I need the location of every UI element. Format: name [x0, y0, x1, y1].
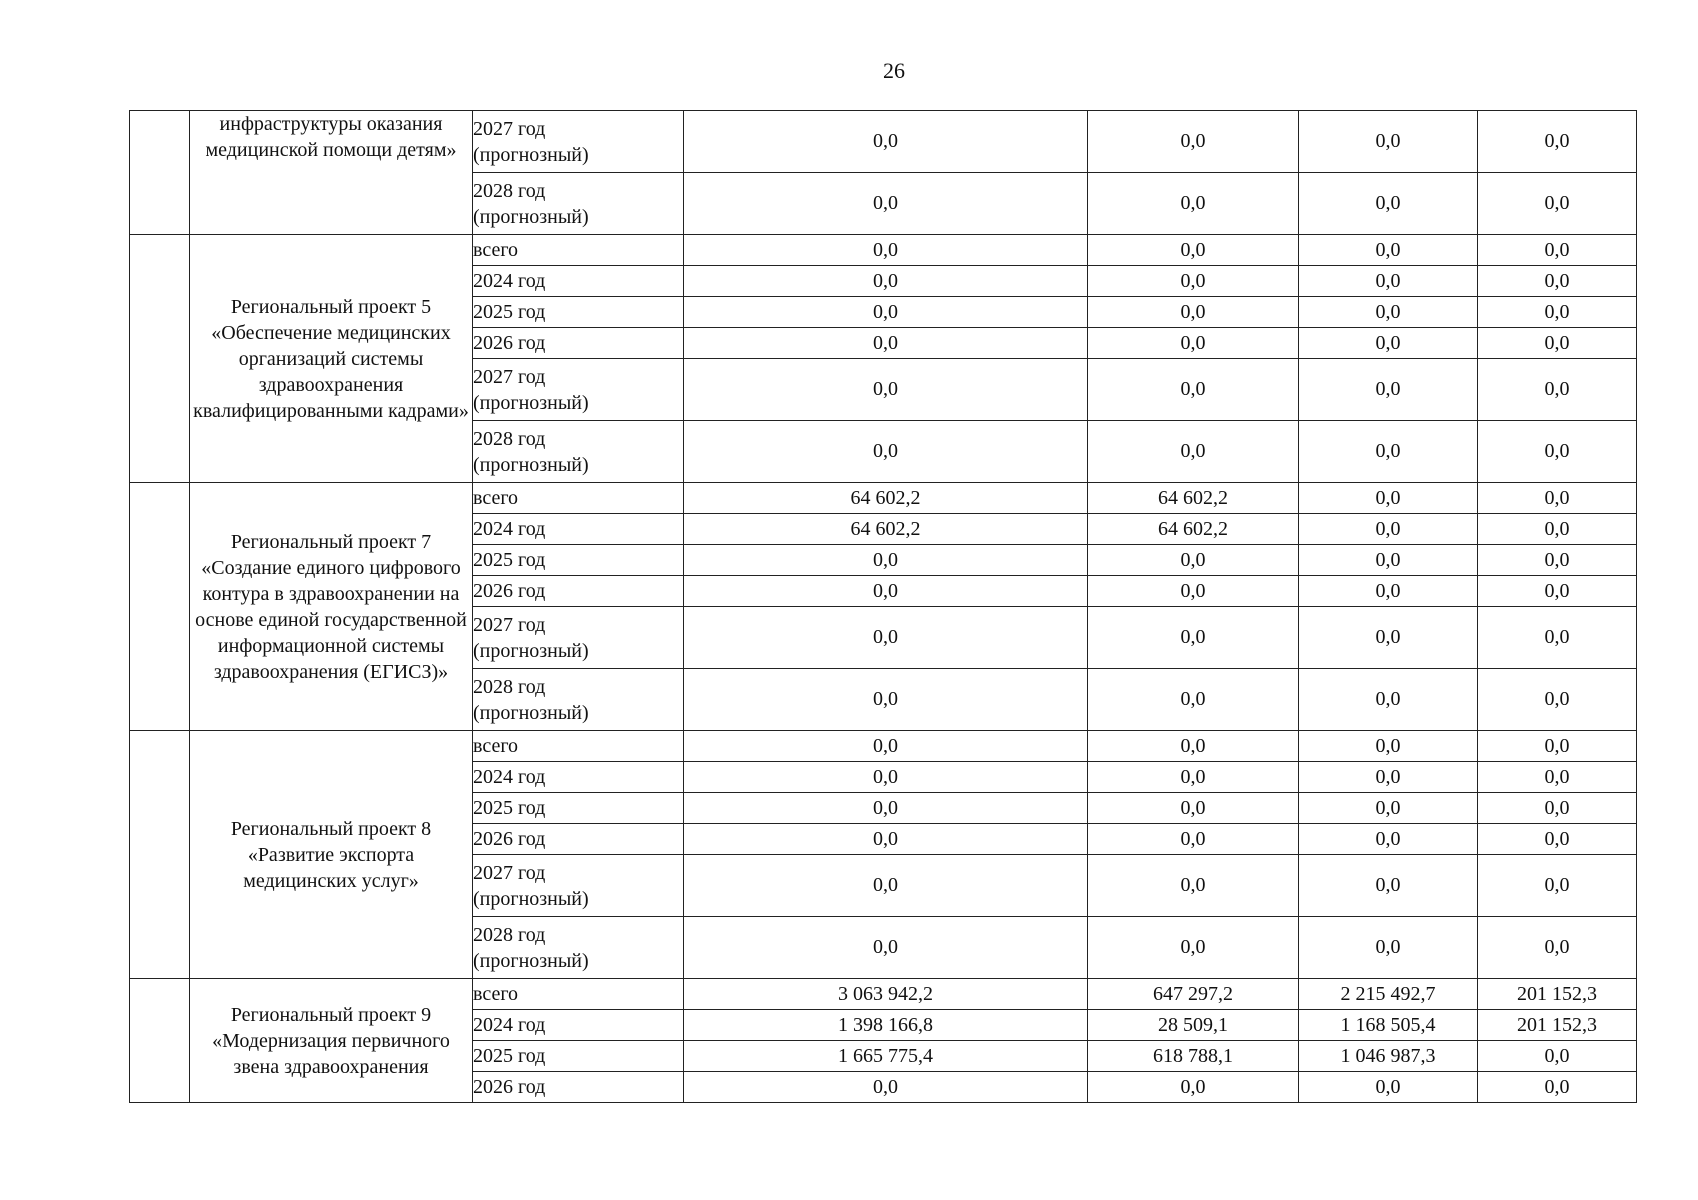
period-label: 2024 год — [473, 766, 546, 788]
period-label: 2025 год — [473, 797, 546, 819]
period-label: 2028 год — [473, 675, 546, 698]
period-label: 2027 год — [473, 117, 546, 140]
amount-cell: 1 398 166,8 — [684, 1010, 1088, 1041]
period-cell — [473, 173, 684, 235]
amount-cell: 0,0 — [1088, 607, 1299, 669]
period-cell — [473, 545, 684, 576]
period-cell — [473, 421, 684, 483]
amount-cell: 201 152,3 — [1478, 1010, 1637, 1041]
amount-cell: 0,0 — [1299, 235, 1478, 266]
amount-cell: 0,0 — [684, 266, 1088, 297]
row-number-cell — [130, 235, 190, 483]
amount-cell: 0,0 — [1478, 1041, 1637, 1072]
amount-cell: 0,0 — [1478, 762, 1637, 793]
period-label: 2028 год — [473, 923, 546, 946]
amount-cell: 0,0 — [1088, 762, 1299, 793]
period-label: 2024 год — [473, 1014, 546, 1036]
row-number-cell — [130, 483, 190, 731]
page-number: 26 — [883, 58, 905, 83]
amount-cell: 0,0 — [1299, 266, 1478, 297]
amount-cell: 0,0 — [1478, 359, 1637, 421]
period-cell — [473, 266, 684, 297]
amount-cell: 0,0 — [1478, 669, 1637, 731]
period-label: 2028 год — [473, 179, 546, 202]
amount-cell: 0,0 — [1478, 266, 1637, 297]
period-cell — [473, 607, 684, 669]
period-cell — [473, 1010, 684, 1041]
amount-cell: 618 788,1 — [1088, 1041, 1299, 1072]
amount-cell: 0,0 — [684, 173, 1088, 235]
period-cell — [473, 514, 684, 545]
amount-cell: 0,0 — [684, 855, 1088, 917]
amount-cell: 0,0 — [1478, 576, 1637, 607]
period-label: 2027 год — [473, 861, 546, 884]
amount-cell: 0,0 — [1478, 607, 1637, 669]
amount-cell: 0,0 — [1299, 824, 1478, 855]
amount-cell: 1 168 505,4 — [1299, 1010, 1478, 1041]
amount-cell: 0,0 — [684, 359, 1088, 421]
amount-cell: 0,0 — [1478, 545, 1637, 576]
period-label: (прогнозный) — [473, 453, 589, 476]
period-cell — [473, 979, 684, 1010]
period-label: (прогнозный) — [473, 639, 589, 662]
period-cell — [473, 111, 684, 173]
amount-cell: 0,0 — [1299, 359, 1478, 421]
amount-cell: 3 063 942,2 — [684, 979, 1088, 1010]
period-label: всего — [473, 735, 519, 757]
period-cell — [473, 328, 684, 359]
amount-cell: 64 602,2 — [1088, 514, 1299, 545]
period-cell — [473, 1041, 684, 1072]
row-number-cell — [130, 111, 190, 235]
amount-cell: 201 152,3 — [1478, 979, 1637, 1010]
period-cell — [473, 669, 684, 731]
amount-cell: 0,0 — [1478, 793, 1637, 824]
amount-cell: 0,0 — [1088, 917, 1299, 979]
period-label: (прогнозный) — [473, 143, 589, 166]
amount-cell: 0,0 — [1088, 824, 1299, 855]
amount-cell: 0,0 — [1478, 1072, 1637, 1103]
amount-cell: 0,0 — [1478, 855, 1637, 917]
amount-cell: 0,0 — [1299, 855, 1478, 917]
amount-cell: 0,0 — [1299, 545, 1478, 576]
period-label: (прогнозный) — [473, 949, 589, 972]
amount-cell: 0,0 — [1088, 421, 1299, 483]
table-row — [130, 979, 1637, 1010]
amount-cell: 0,0 — [1088, 297, 1299, 328]
period-label: 2027 год — [473, 613, 546, 636]
table-row — [130, 483, 1637, 514]
table-row — [130, 111, 1637, 173]
amount-cell: 0,0 — [1299, 421, 1478, 483]
amount-cell: 0,0 — [1299, 607, 1478, 669]
period-cell — [473, 359, 684, 421]
budget-table-body — [130, 111, 1637, 1103]
amount-cell: 0,0 — [1088, 545, 1299, 576]
amount-cell: 0,0 — [1478, 917, 1637, 979]
amount-cell: 0,0 — [1299, 514, 1478, 545]
amount-cell: 0,0 — [1088, 669, 1299, 731]
period-label: (прогнозный) — [473, 887, 589, 910]
period-cell — [473, 855, 684, 917]
amount-cell: 0,0 — [684, 607, 1088, 669]
amount-cell: 647 297,2 — [1088, 979, 1299, 1010]
amount-cell: 0,0 — [1088, 576, 1299, 607]
amount-cell: 0,0 — [1478, 328, 1637, 359]
amount-cell: 0,0 — [1299, 173, 1478, 235]
amount-cell: 0,0 — [1088, 111, 1299, 173]
amount-cell: 0,0 — [1299, 576, 1478, 607]
period-label: всего — [473, 239, 519, 261]
amount-cell: 0,0 — [1299, 793, 1478, 824]
amount-cell: 2 215 492,7 — [1299, 979, 1478, 1010]
period-cell — [473, 762, 684, 793]
project-name-cell: Региональный проект 7 «Создание единого цифрового контура в здравоохранении на основе единой государственной информационной системы здравоохранения (ЕГИСЗ)» — [190, 483, 473, 731]
period-label: 2024 год — [473, 270, 546, 292]
project-name-cell: Региональный проект 8 «Развитие экспорта медицинских услуг» — [190, 731, 473, 979]
amount-cell: 0,0 — [1299, 297, 1478, 328]
amount-cell: 0,0 — [684, 1072, 1088, 1103]
project-name-cell: Региональный проект 9 «Модернизация первичного звена здравоохранения — [190, 979, 473, 1103]
period-cell — [473, 235, 684, 266]
period-label: 2025 год — [473, 301, 546, 323]
amount-cell: 0,0 — [684, 111, 1088, 173]
amount-cell: 0,0 — [1088, 855, 1299, 917]
period-label: 2026 год — [473, 828, 546, 850]
amount-cell: 0,0 — [1299, 731, 1478, 762]
amount-cell: 0,0 — [1478, 421, 1637, 483]
period-label: (прогнозный) — [473, 205, 589, 228]
amount-cell: 0,0 — [1088, 359, 1299, 421]
amount-cell: 0,0 — [684, 793, 1088, 824]
row-number-cell — [130, 979, 190, 1103]
period-label: 2026 год — [473, 1076, 546, 1098]
amount-cell: 0,0 — [1299, 328, 1478, 359]
amount-cell: 0,0 — [1478, 297, 1637, 328]
amount-cell: 64 602,2 — [684, 483, 1088, 514]
period-cell — [473, 917, 684, 979]
row-number-cell — [130, 731, 190, 979]
project-name-cell: Региональный проект 5 «Обеспечение медицинских организаций системы здравоохранения квалифицированными кадрами» — [190, 235, 473, 483]
amount-cell: 0,0 — [1088, 266, 1299, 297]
period-cell — [473, 297, 684, 328]
amount-cell: 0,0 — [1088, 235, 1299, 266]
amount-cell: 0,0 — [684, 824, 1088, 855]
period-label: 2025 год — [473, 549, 546, 571]
amount-cell: 28 509,1 — [1088, 1010, 1299, 1041]
amount-cell: 0,0 — [684, 297, 1088, 328]
period-label: всего — [473, 487, 519, 509]
amount-cell: 0,0 — [684, 545, 1088, 576]
amount-cell: 0,0 — [1299, 669, 1478, 731]
period-label: 2024 год — [473, 518, 546, 540]
amount-cell: 0,0 — [1478, 731, 1637, 762]
period-cell — [473, 576, 684, 607]
amount-cell: 0,0 — [1299, 762, 1478, 793]
amount-cell: 1 046 987,3 — [1299, 1041, 1478, 1072]
amount-cell: 0,0 — [684, 917, 1088, 979]
period-cell — [473, 1072, 684, 1103]
amount-cell: 0,0 — [1478, 824, 1637, 855]
project-name-cell: инфраструктуры оказания медицинской помощи детям» — [190, 111, 473, 235]
period-cell — [473, 793, 684, 824]
amount-cell: 0,0 — [1088, 173, 1299, 235]
amount-cell: 0,0 — [684, 421, 1088, 483]
amount-cell: 0,0 — [1299, 1072, 1478, 1103]
period-cell — [473, 824, 684, 855]
period-cell — [473, 483, 684, 514]
amount-cell: 0,0 — [684, 669, 1088, 731]
amount-cell: 0,0 — [1478, 514, 1637, 545]
amount-cell: 0,0 — [1299, 483, 1478, 514]
period-label: 2025 год — [473, 1045, 546, 1067]
amount-cell: 0,0 — [1478, 111, 1637, 173]
budget-table — [129, 110, 1637, 1103]
table-row — [130, 235, 1637, 266]
period-label: (прогнозный) — [473, 701, 589, 724]
amount-cell: 0,0 — [684, 235, 1088, 266]
amount-cell: 64 602,2 — [684, 514, 1088, 545]
amount-cell: 0,0 — [1088, 1072, 1299, 1103]
amount-cell: 0,0 — [1478, 173, 1637, 235]
period-cell — [473, 731, 684, 762]
amount-cell: 0,0 — [1478, 235, 1637, 266]
amount-cell: 0,0 — [1088, 793, 1299, 824]
amount-cell: 0,0 — [684, 731, 1088, 762]
amount-cell: 1 665 775,4 — [684, 1041, 1088, 1072]
amount-cell: 0,0 — [1299, 917, 1478, 979]
amount-cell: 0,0 — [684, 762, 1088, 793]
amount-cell: 0,0 — [1299, 111, 1478, 173]
amount-cell: 0,0 — [1478, 483, 1637, 514]
amount-cell: 64 602,2 — [1088, 483, 1299, 514]
table-row — [130, 731, 1637, 762]
amount-cell: 0,0 — [1088, 328, 1299, 359]
period-label: (прогнозный) — [473, 391, 589, 414]
amount-cell: 0,0 — [1088, 731, 1299, 762]
amount-cell: 0,0 — [684, 328, 1088, 359]
period-label: всего — [473, 983, 519, 1005]
period-label: 2026 год — [473, 332, 546, 354]
amount-cell: 0,0 — [684, 576, 1088, 607]
period-label: 2026 год — [473, 580, 546, 602]
period-label: 2027 год — [473, 365, 546, 388]
period-label: 2028 год — [473, 427, 546, 450]
